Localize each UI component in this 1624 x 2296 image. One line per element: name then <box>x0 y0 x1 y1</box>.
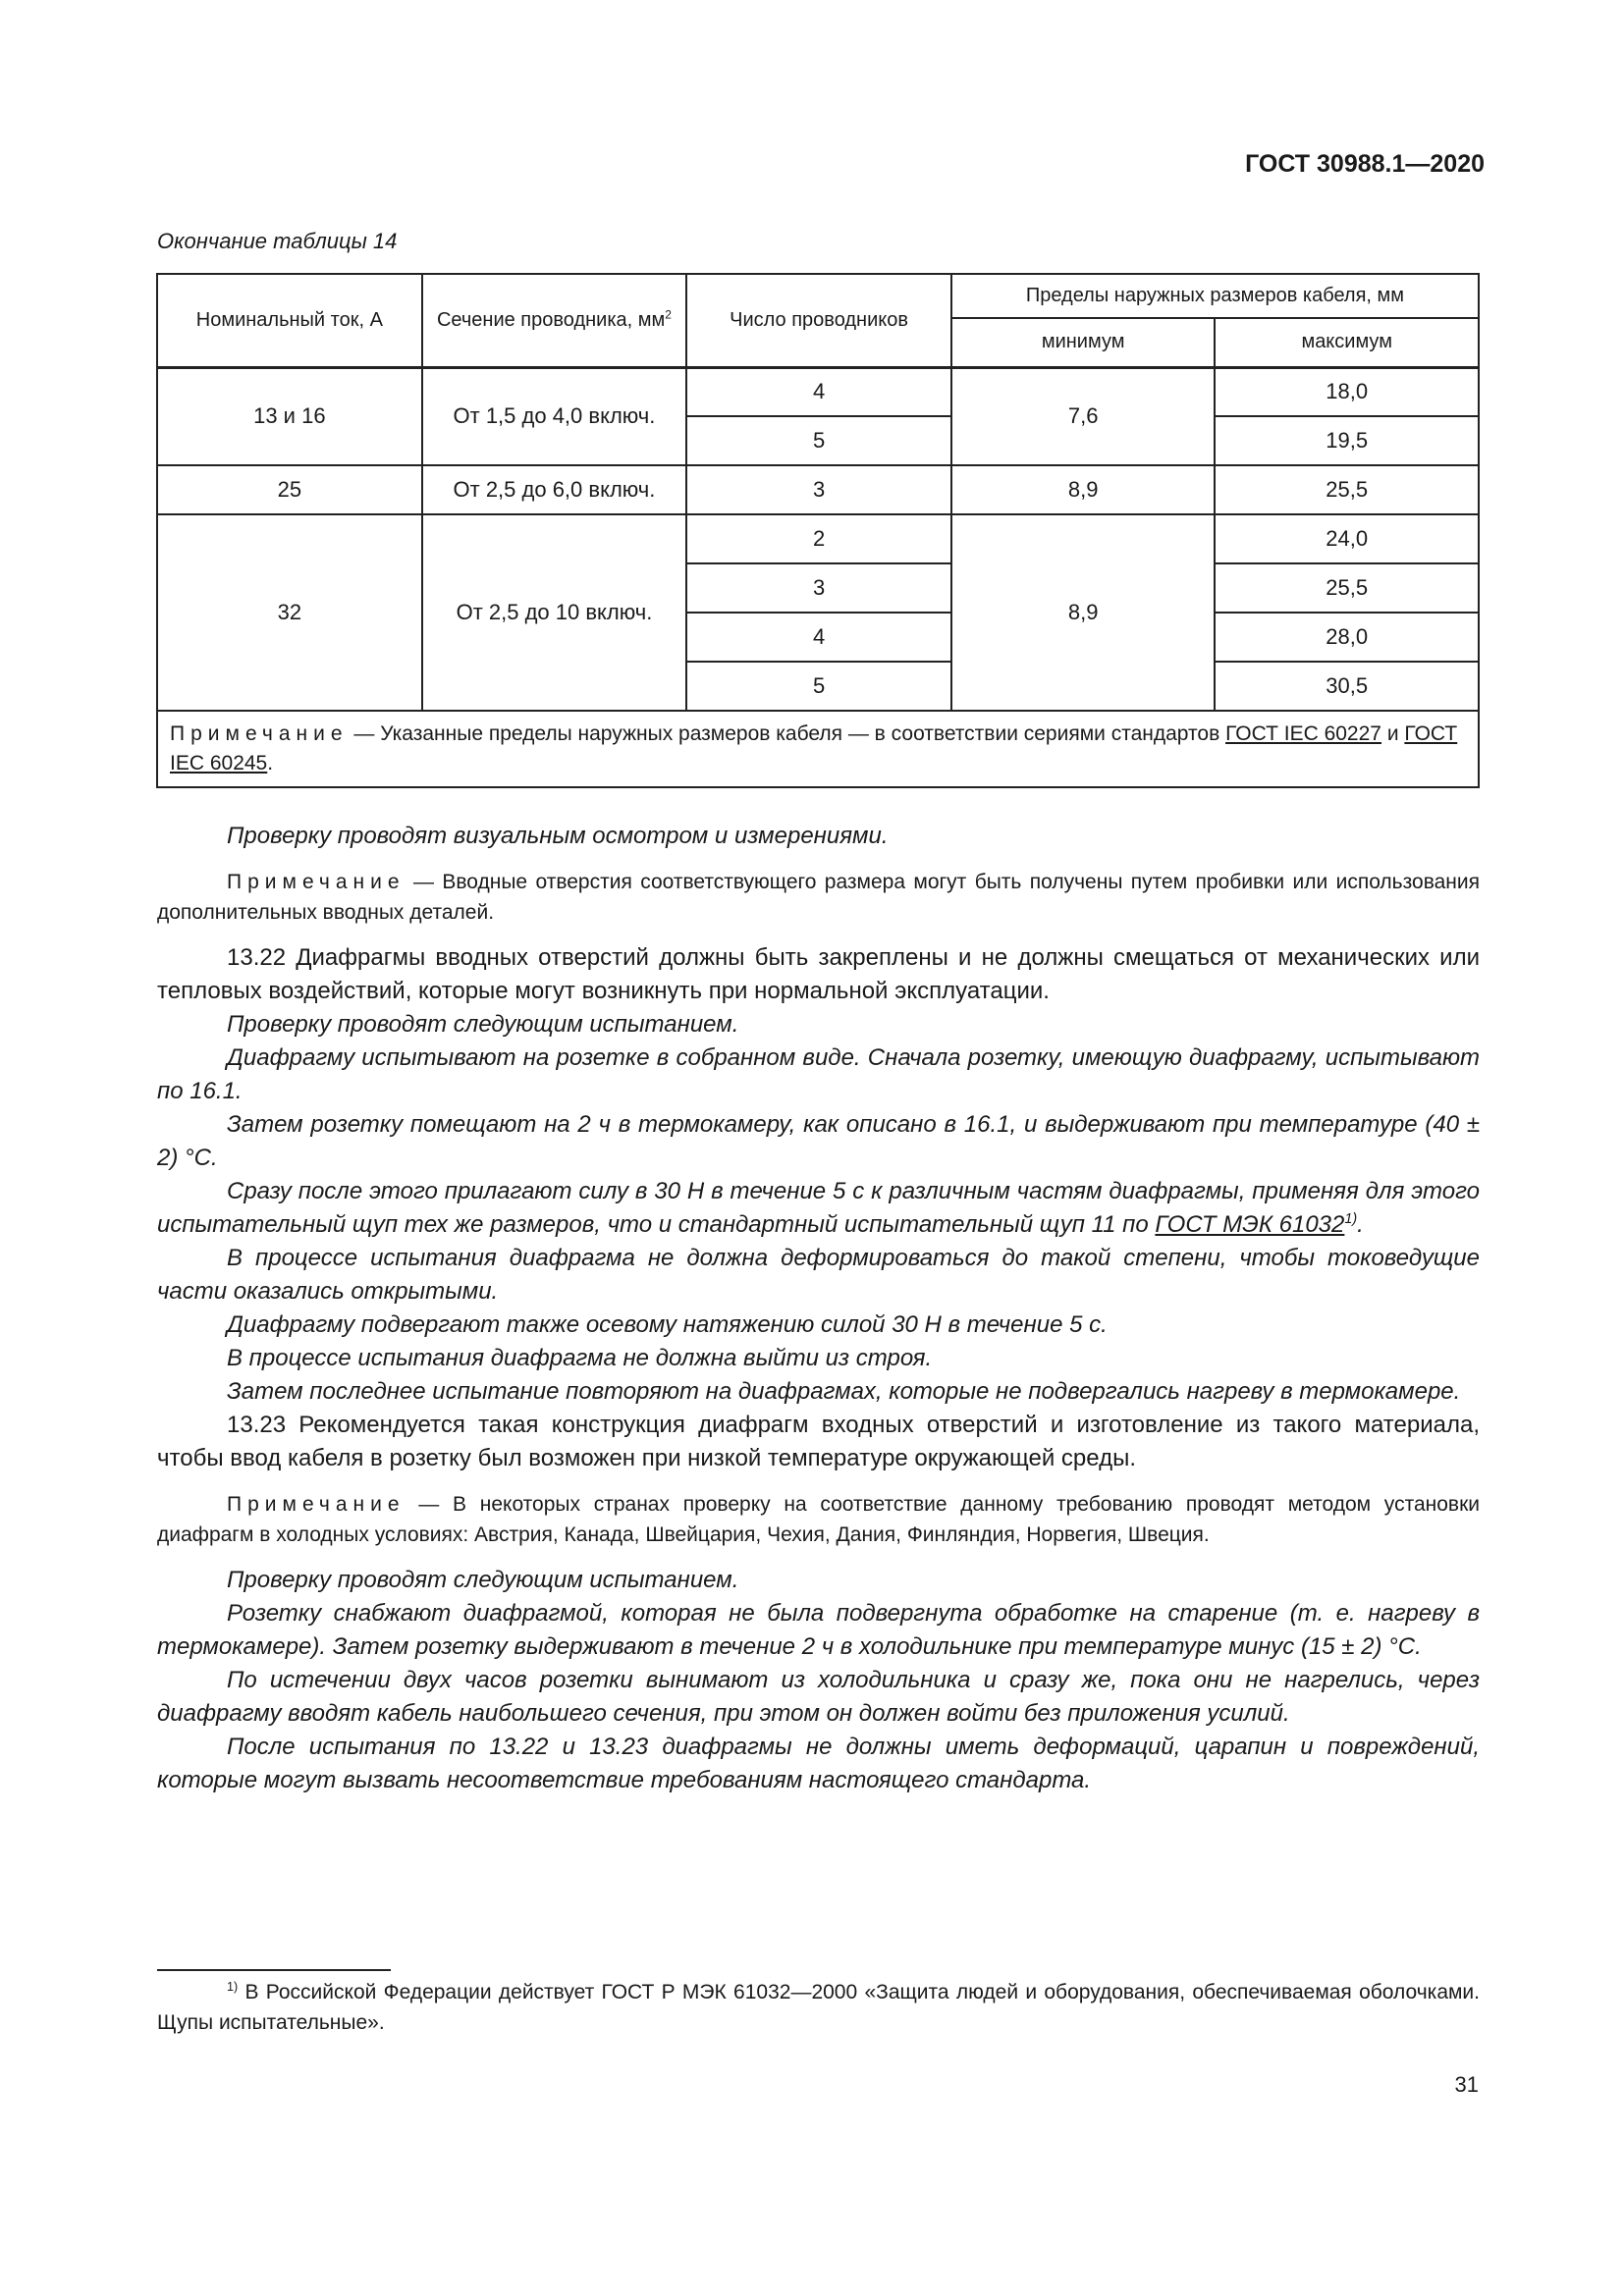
paragraph: Затем розетку помещают на 2 ч в термокамеру, как описано в 16.1, и выдерживают при температуре (40 ± 2) °С. <box>157 1111 1480 1171</box>
paragraph: Сразу после этого прилагают силу в 30 Н в течение 5 с к различным частям диафрагмы, применяя для этого испытательный щуп тех же размеров, что и стандартный испытательный щуп 11 по ГОСТ МЭК 61032$^{1)}$. <box>157 1178 1480 1238</box>
cell-max: 19,5 <box>1215 416 1479 465</box>
link-gost-iec-60227[interactable]: ГОСТ IEC 60227 <box>1225 722 1381 745</box>
cell-max: 25,5 <box>1215 563 1479 613</box>
footnote-divider <box>157 1969 391 1971</box>
paragraph: Розетку снабжают диафрагмой, которая не была подвергнута обработке на старение (т. е. нагреву в термокамере). Затем розетку выдерживают в течение 2 ч в холодильнике при температуре минус (15 ± 2) °С. <box>157 1600 1480 1660</box>
table-row <box>157 514 1479 563</box>
link-gost-iec-60245[interactable]: ГОСТ IEC 60245 <box>170 722 1458 774</box>
cell-min: 7,6 <box>951 367 1216 465</box>
link-gost-mek-61032[interactable]: ГОСТ МЭК 61032 <box>1155 1211 1345 1238</box>
cell-current: 13 и 16 <box>157 367 422 465</box>
paragraph: Проверку проводят визуальным осмотром и измерениями. <box>227 823 889 849</box>
cell-section: От 1,5 до 4,0 включ. <box>422 367 687 465</box>
footnote: $^{1)}$ В Российской Федерации действует ГОСТ Р МЭК 61032—2000 «Защита людей и оборудования, обеспечиваемая оболочками. Щупы испытательные». <box>157 1980 1480 2034</box>
cell-current: 32 <box>157 514 422 711</box>
cell-count: 3 <box>686 465 951 514</box>
table-note: Примечание — Указанные пределы наружных размеров кабеля — в соответствии сериями стандартов ГОСТ IEC 60227 и ГОСТ IEC 60245. <box>157 711 1479 787</box>
paragraph: Проверку проводят следующим испытанием. <box>227 1011 739 1038</box>
cell-count: 5 <box>686 416 951 465</box>
table-note-row <box>157 711 1479 787</box>
cell-count: 5 <box>686 662 951 711</box>
paragraph: Затем последнее испытание повторяют на диафрагмах, которые не подвергались нагреву в термокамере. <box>227 1378 1461 1405</box>
cell-min: 8,9 <box>951 514 1216 711</box>
cell-min: 8,9 <box>951 465 1216 514</box>
cell-count: 3 <box>686 563 951 613</box>
header-section: Сечение проводника, $мм^2$ <box>422 274 687 367</box>
cell-max: 25,5 <box>1215 465 1479 514</box>
cell-max: 24,0 <box>1215 514 1479 563</box>
note: Примечание — В некоторых странах проверку на соответствие данному требованию проводят методом установки диафрагм в холодных условиях: Австрия, Канада, Швейцария, Чехия, Дания, Финляндия, Норвегия, Швеция. <box>157 1493 1480 1546</box>
header-current: Номинальный ток, А <box>157 274 422 367</box>
paragraph: Диафрагму подвергают также осевому натяжению силой 30 Н в течение 5 с. <box>227 1311 1108 1338</box>
paragraph: После испытания по 13.22 и 13.23 диафрагмы не должны иметь деформаций, царапин и повреждений, которые могут вызвать несоответствие требованиям настоящего стандарта. <box>157 1734 1480 1793</box>
cell-max: 18,0 <box>1215 367 1479 416</box>
clause-13-22: 13.22 Диафрагмы вводных отверстий должны быть закреплены и не должны смещаться от механических или тепловых воздействий, которые могут возникнуть при нормальной эксплуатации. <box>157 944 1480 1004</box>
footnote-ref: 1) <box>1344 1211 1358 1227</box>
cell-section: От 2,5 до 6,0 включ. <box>422 465 687 514</box>
header-max: максимум <box>1215 318 1479 367</box>
body-text <box>157 820 1480 1797</box>
table-14 <box>156 273 1480 788</box>
cell-max: 30,5 <box>1215 662 1479 711</box>
clause-13-23: 13.23 Рекомендуется такая конструкция диафрагм входных отверстий и изготовление из такого материала, чтобы ввод кабеля в розетку был возможен при низкой температуре окружающей среды. <box>157 1412 1480 1471</box>
page-number: 31 <box>1454 2072 1479 2097</box>
table-row <box>157 465 1479 514</box>
table-row <box>157 367 1479 416</box>
document-number: ГОСТ 30988.1—2020 <box>1245 150 1485 178</box>
cell-count: 2 <box>686 514 951 563</box>
cell-current: 25 <box>157 465 422 514</box>
header-count: Число проводников <box>686 274 951 367</box>
paragraph: Проверку проводят следующим испытанием. <box>227 1567 739 1593</box>
table-header-row <box>157 274 1479 318</box>
cell-section: От 2,5 до 10 включ. <box>422 514 687 711</box>
cell-count: 4 <box>686 367 951 416</box>
header-min: минимум <box>951 318 1216 367</box>
paragraph: В процессе испытания диафрагма не должна выйти из строя. <box>227 1345 933 1371</box>
cell-max: 28,0 <box>1215 613 1479 662</box>
header-limits: Пределы наружных размеров кабеля, мм <box>951 274 1479 318</box>
table-caption: Окончание таблицы 14 <box>157 229 398 253</box>
note: Примечание — Вводные отверстия соответствующего размера могут быть получены путем пробивки или использования дополнительных вводных деталей. <box>157 871 1480 924</box>
paragraph: Диафрагму испытывают на розетке в собранном виде. Сначала розетку, имеющую диафрагму, испытывают по 16.1. <box>157 1044 1480 1104</box>
paragraph: По истечении двух часов розетки вынимают из холодильника и сразу же, пока они не нагрелись, через диафрагму вводят кабель наибольшего сечения, при этом он должен войти без приложения усилий. <box>157 1667 1480 1727</box>
cell-count: 4 <box>686 613 951 662</box>
paragraph: В процессе испытания диафрагма не должна деформироваться до такой степени, чтобы токоведущие части оказались открытыми. <box>157 1245 1480 1305</box>
